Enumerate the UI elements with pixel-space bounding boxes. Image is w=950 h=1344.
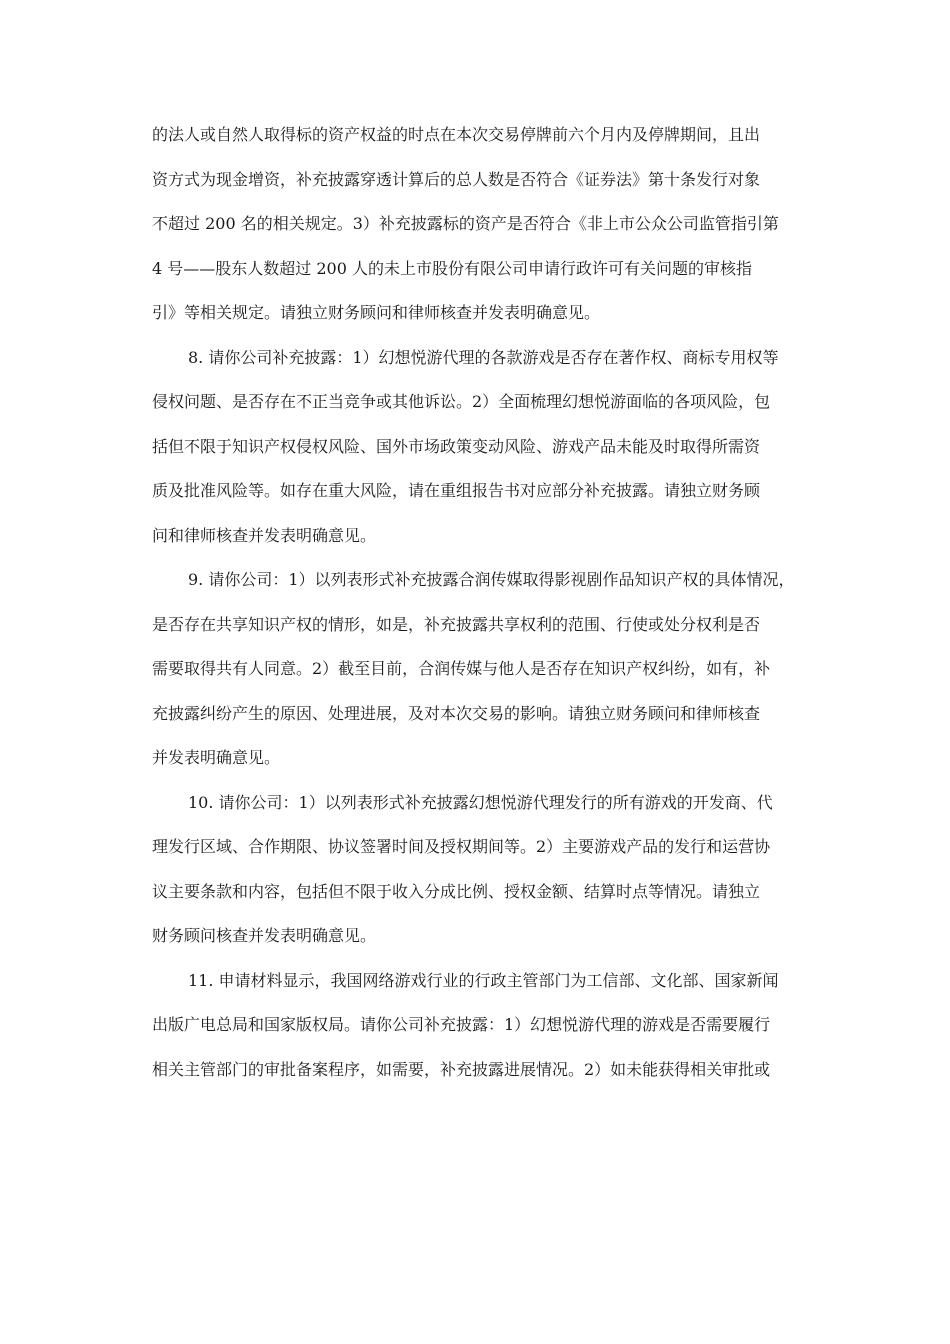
text-line: 理发行区域、合作期限、协议签署时间及授权期间等。2）主要游戏产品的发行和运营协 (152, 837, 771, 856)
text-line: 资方式为现金增资，补充披露穿透计算后的总人数是否符合《证券法》第十条发行对象 (152, 169, 761, 189)
document-body (152, 122, 802, 1101)
item-8-first-line: 8. 请你公司补充披露：1）幻想悦游代理的各款游戏是否存在著作权、商标专用权等 (188, 347, 779, 367)
item-9-first-line: 9. 请你公司：1）以列表形式补充披露合润传媒取得影视剧作品知识产权的具体情况， (188, 570, 795, 589)
text-line: 侵权问题、是否存在不正当竞争或其他诉讼。2）全面梳理幻想悦游面临的各项风险，包 (152, 392, 771, 411)
text-line: 问和律师核查并发表明确意见。 (152, 525, 377, 545)
text-line: 议主要条款和内容，包括但不限于收入分成比例、授权金额、结算时点等情况。请独立 (152, 881, 761, 901)
text-line: 相关主管部门的审批备案程序，如需要，补充披露进展情况。2）如未能获得相关审批或 (152, 1059, 771, 1079)
text-line: 不超过 200 名的相关规定。3）补充披露标的资产是否符合《非上市公众公司监管指引第 (152, 214, 779, 233)
text-line: 4 号——股东人数超过 200 人的未上市股份有限公司申请行政许可有关问题的审核指 (152, 258, 752, 278)
text-line: 引》等相关规定。请独立财务顾问和律师核查并发表明确意见。 (152, 303, 601, 322)
text-line: 的法人或自然人取得标的资产权益的时点在本次交易停牌前六个月内及停牌期间，且出 (152, 125, 761, 144)
text-line: 是否存在共享知识产权的情形，如是，补充披露共享权利的范围、行使或处分权利是否 (152, 614, 761, 634)
text-line: 并发表明确意见。 (152, 748, 281, 767)
text-line: 出版广电总局和国家版权局。请你公司补充披露：1）幻想悦游代理的游戏是否需要履行 (152, 1015, 771, 1034)
item-10-first-line: 10. 请你公司：1）以列表形式补充披露幻想悦游代理发行的所有游戏的开发商、代 (188, 792, 773, 812)
text-line: 质及批准风险等。如存在重大风险，请在重组报告书对应部分补充披露。请独立财务顾 (152, 481, 761, 500)
text-line: 需要取得共有人同意。2）截至目前，合润传媒与他人是否存在知识产权纠纷，如有，补 (152, 659, 771, 678)
text-line: 财务顾问核查并发表明确意见。 (152, 926, 377, 945)
item-11-first-line: 11. 申请材料显示，我国网络游戏行业的行政主管部门为工信部、文化部、国家新闻 (188, 970, 779, 990)
text-line: 括但不限于知识产权侵权风险、国外市场政策变动风险、游戏产品未能及时取得所需资 (152, 436, 761, 456)
text-line: 充披露纠纷产生的原因、处理进展，及对本次交易的影响。请独立财务顾问和律师核查 (152, 703, 761, 723)
